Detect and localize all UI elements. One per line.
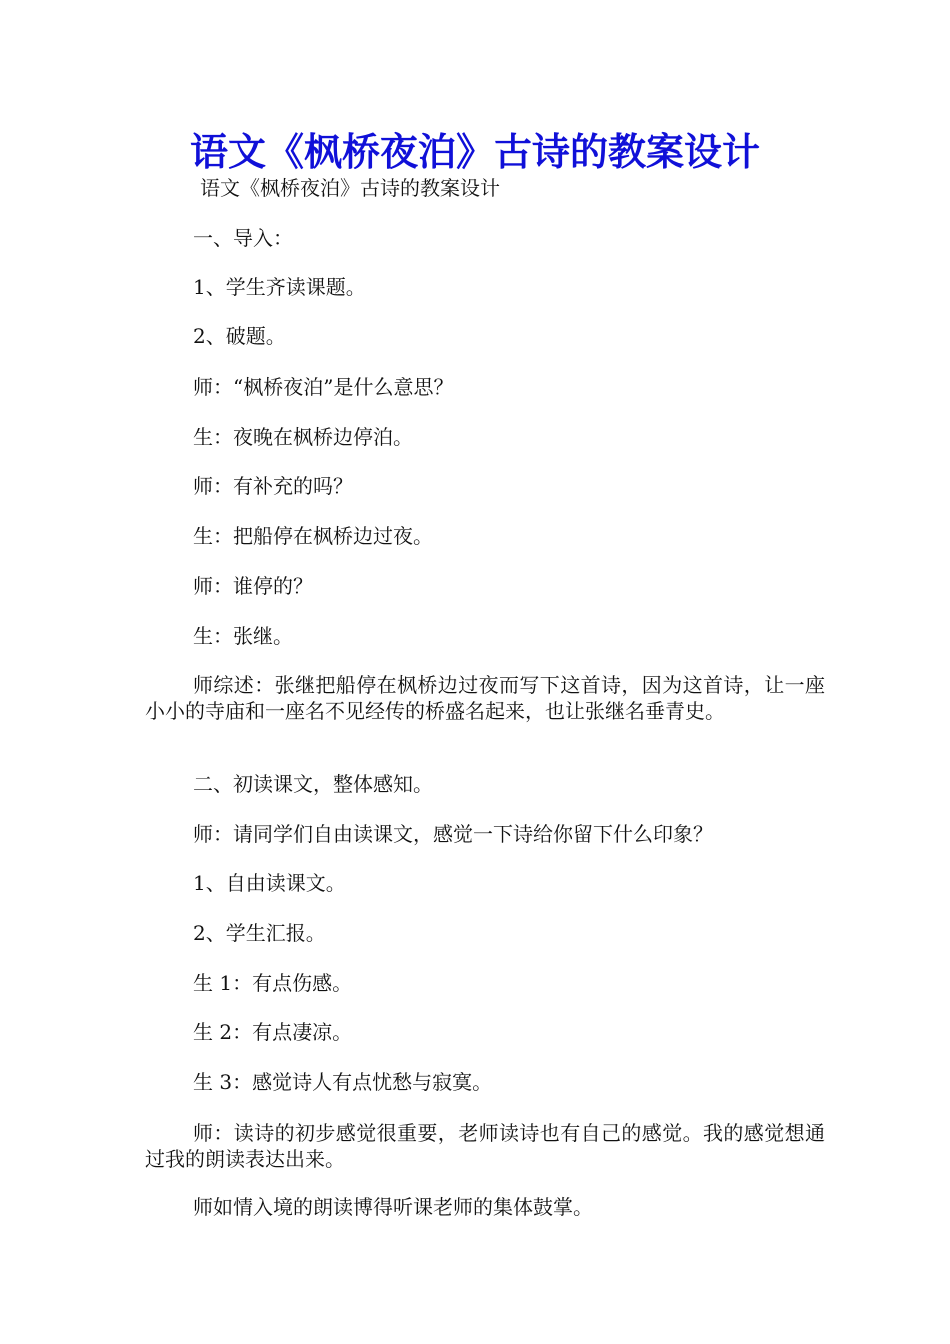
dialogue-line: 生 3：感觉诗人有点忧愁与寂寞。 (193, 1070, 493, 1094)
summary-paragraph: 师综述：张继把船停在枫桥边过夜而写下这首诗，因为这首诗，让一座小小的寺庙和一座名不见经传的桥盛名起来，也让张继名垂青史。 (145, 673, 825, 723)
dialogue-line: 师：谁停的？ (193, 574, 313, 598)
section-heading-intro: 一、导入： (193, 226, 293, 250)
dialogue-line: 生：把船停在枫桥边过夜。 (193, 524, 433, 548)
section-heading-reading: 二、初读课文，整体感知。 (193, 772, 433, 796)
document-title: 语文《枫桥夜泊》古诗的教案设计 (189, 129, 760, 174)
dialogue-line: 生：张继。 (193, 624, 293, 648)
dialogue-line: 生：夜晚在枫桥边停泊。 (193, 425, 413, 449)
paragraph: 2、学生汇报。 (193, 921, 326, 945)
dialogue-line: 师：“枫桥夜泊”是什么意思？ (193, 375, 454, 399)
teacher-paragraph: 师：读诗的初步感觉很重要，老师读诗也有自己的感觉。我的感觉想通过我的朗读表达出来。 (145, 1121, 825, 1171)
dialogue-line: 师：请同学们自由读课文，感觉一下诗给你留下什么印象？ (193, 822, 713, 846)
document-subtitle: 语文《枫桥夜泊》古诗的教案设计 (200, 176, 500, 200)
dialogue-line: 师：有补充的吗？ (193, 474, 353, 498)
paragraph: 师如情入境的朗读博得听课老师的集体鼓掌。 (193, 1195, 593, 1219)
paragraph: 2、破题。 (193, 324, 286, 348)
dialogue-line: 生 1：有点伤感。 (193, 971, 353, 995)
paragraph: 1、自由读课文。 (193, 871, 346, 895)
dialogue-line: 生 2：有点凄凉。 (193, 1020, 353, 1044)
paragraph: 1、学生齐读课题。 (193, 275, 366, 299)
